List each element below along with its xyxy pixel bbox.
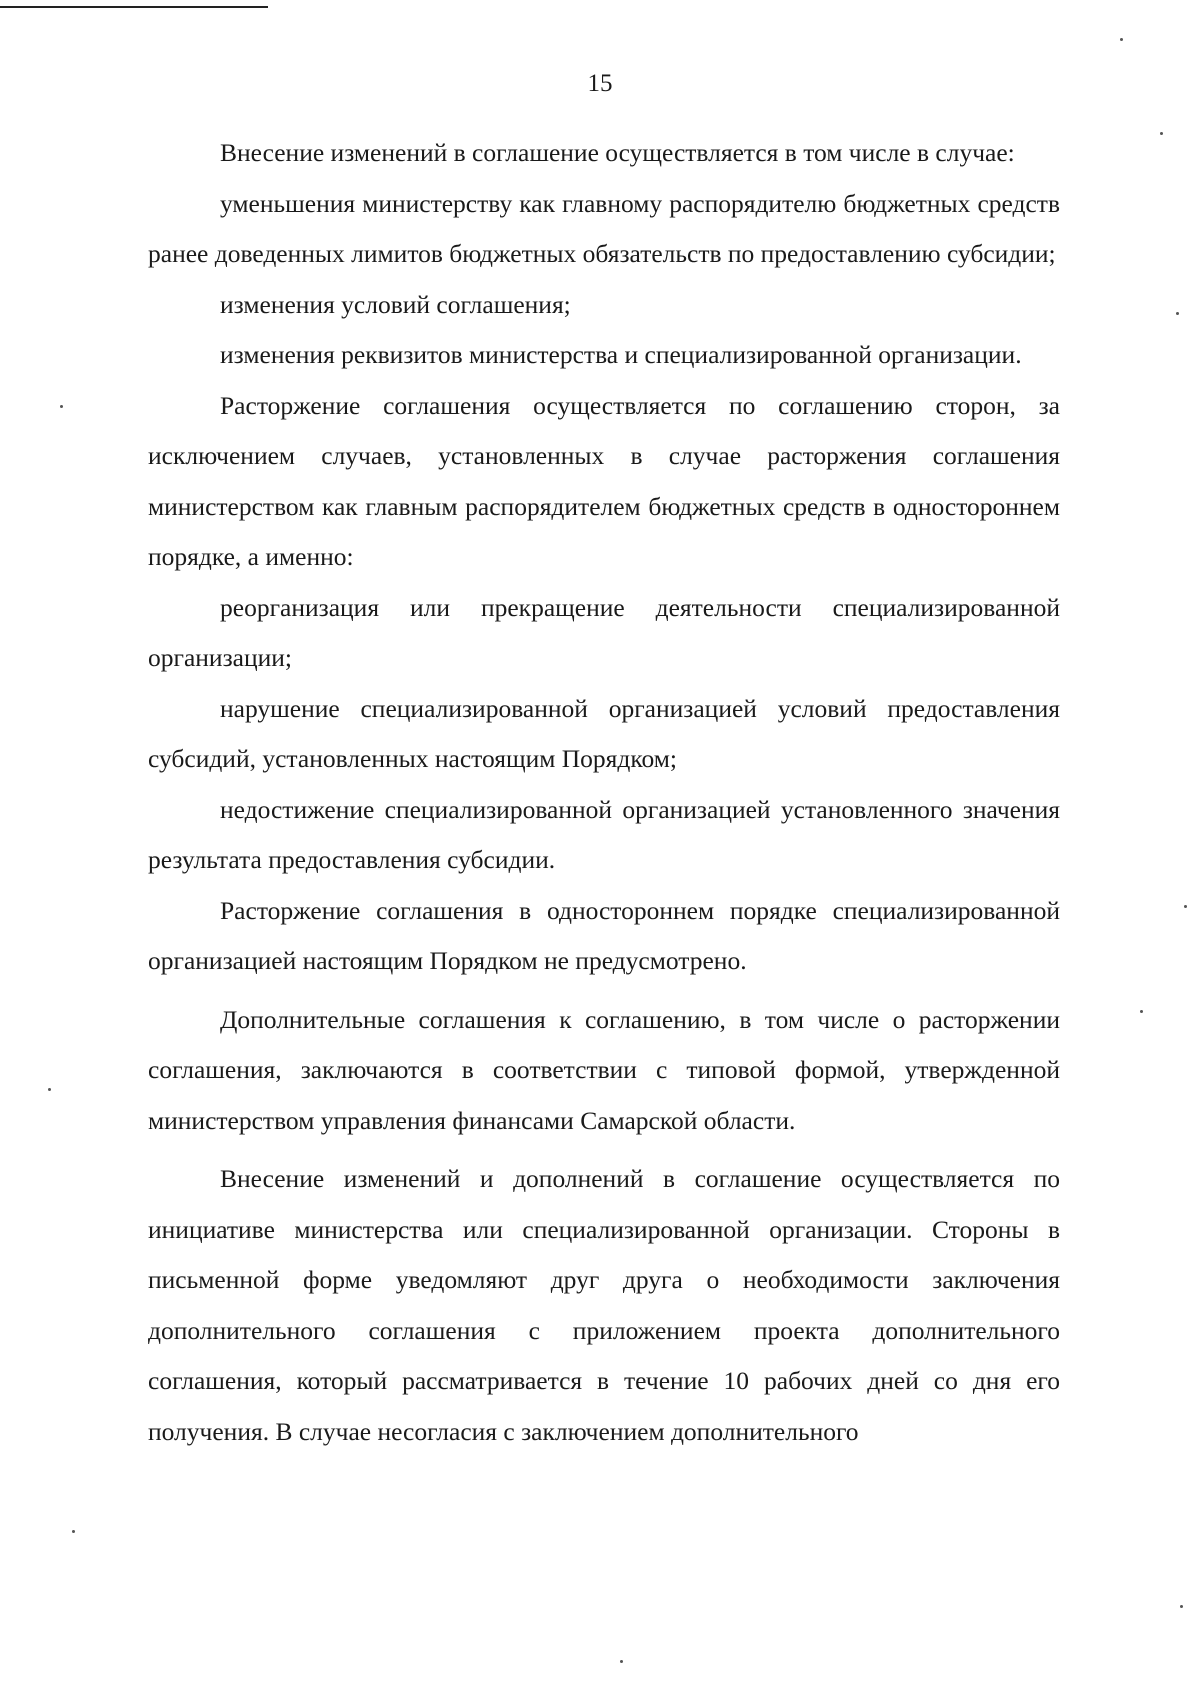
paragraph: Дополнительные соглашения к соглашению, в том числе о расторжении соглашения, заключаются в соответствии с типовой формой, утвержденной министерством управления финансами Самарской области. xyxy=(148,1004,1060,1135)
scan-speck xyxy=(1180,1605,1183,1608)
paragraph: нарушение специализированной организацией условий предоставления субсидий, установленных настоящим Порядком; xyxy=(148,693,1060,773)
scan-speck xyxy=(48,1088,51,1091)
scan-speck xyxy=(1176,312,1179,315)
paragraph: Расторжение соглашения в одностороннем порядке специализированной организацией настоящим Порядком не предусмотрено. xyxy=(148,895,1060,975)
scan-speck xyxy=(1184,905,1187,908)
paragraph: уменьшения министерству как главному распорядителю бюджетных средств ранее доведенных лимитов бюджетных обязательств по предоставлению субсидии; xyxy=(148,188,1060,268)
scan-speck xyxy=(1160,132,1163,135)
scan-speck xyxy=(1120,38,1123,41)
paragraph: Расторжение соглашения осуществляется по соглашению сторон, за исключением случаев, установленных в случае расторжения соглашения министерством как главным распорядителем бюджетных средств в одностороннем порядке, а именно: xyxy=(148,390,1060,571)
paragraph: недостижение специализированной организацией установленного значения результата предоставления субсидии. xyxy=(148,794,1060,874)
scan-speck xyxy=(60,405,63,408)
paragraph: изменения реквизитов министерства и специализированной организации. xyxy=(220,340,1022,369)
scan-speck xyxy=(620,1660,623,1663)
paragraph: Внесение изменений в соглашение осуществляется в том числе в случае: xyxy=(220,138,1015,167)
paragraph: Внесение изменений и дополнений в соглашение осуществляется по инициативе министерства или специализированной организации. Стороны в письменной форме уведомляют друг друга о необходимости заключения дополнительного соглашения с приложением проекта дополнительного соглашения, который рассматривается в течение 10 рабочих дней со дня его получения. В случае несогласия с заключением дополнительного xyxy=(148,1164,1060,1446)
document-body xyxy=(148,128,1060,1457)
page-number: 15 xyxy=(587,70,613,97)
paragraph: реорганизация или прекращение деятельности специализированной организации; xyxy=(148,592,1060,672)
top-border-line xyxy=(0,6,268,8)
scan-speck xyxy=(1140,1010,1143,1013)
paragraph: изменения условий соглашения; xyxy=(220,289,571,319)
scan-speck xyxy=(72,1530,75,1533)
